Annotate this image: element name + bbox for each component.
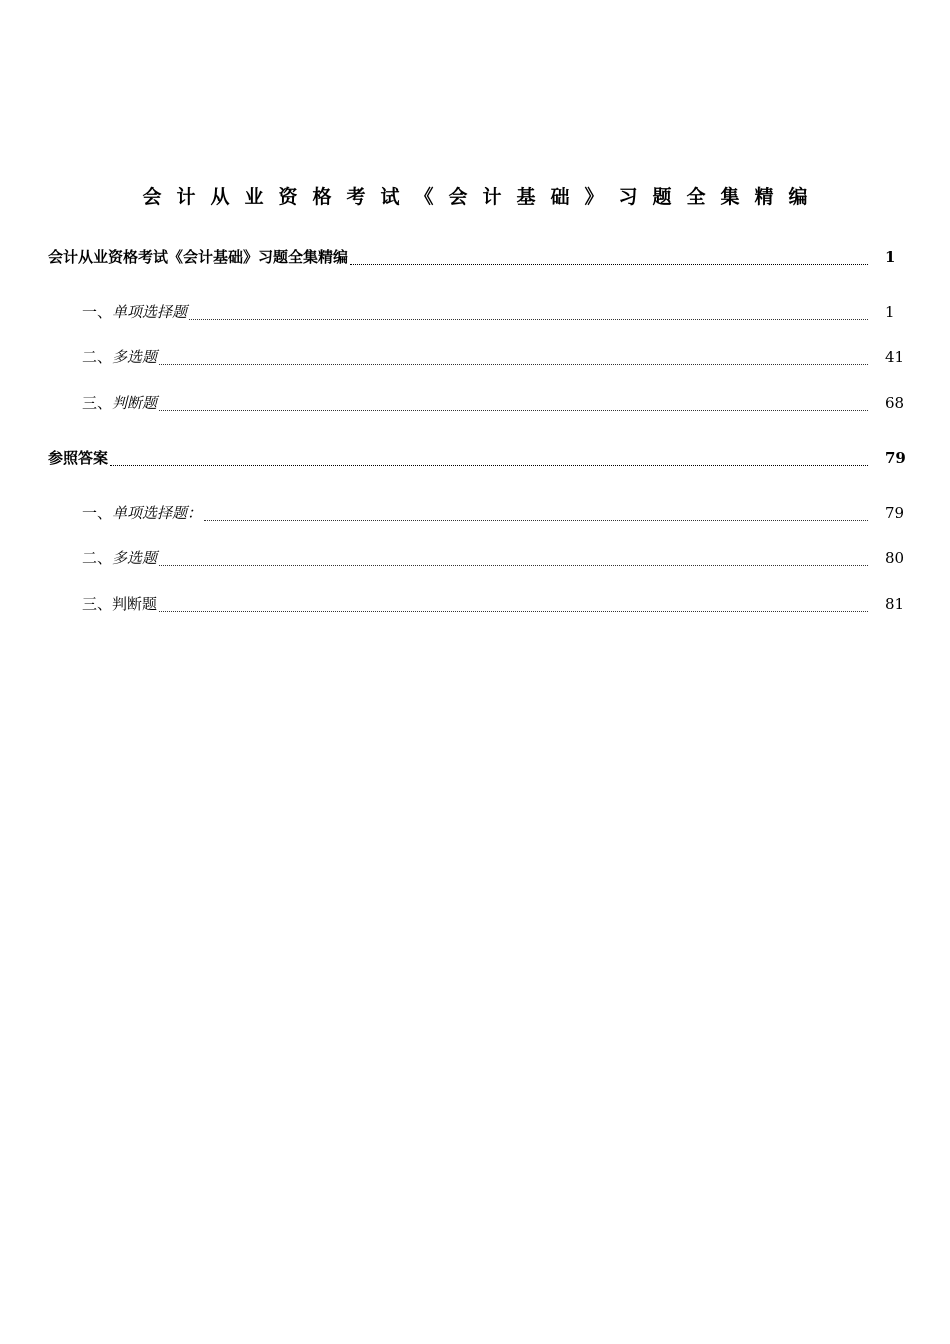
toc-entry-answers-true-false[interactable] xyxy=(82,592,870,616)
toc-entry-main-title[interactable] xyxy=(48,245,870,269)
toc-entry-prefix: 二、 xyxy=(82,348,113,366)
toc-dot-leader xyxy=(350,264,868,265)
toc-dot-leader xyxy=(159,611,868,612)
toc-page-number: 79 xyxy=(885,449,906,467)
toc-entry-prefix: 一、 xyxy=(82,504,113,522)
toc-dot-leader xyxy=(189,319,868,320)
toc-page-number: 1 xyxy=(885,248,896,266)
toc-entry-label: 单项选择题： xyxy=(112,504,203,522)
toc-page-number: 80 xyxy=(885,549,905,567)
toc-entry-label: 单项选择题 xyxy=(112,303,188,321)
toc-dot-leader xyxy=(159,410,868,411)
toc-entry-reference-answers[interactable] xyxy=(48,446,870,470)
toc-entry-single-choice[interactable] xyxy=(82,300,870,324)
toc-dot-leader xyxy=(159,565,868,566)
toc-entry-multiple-choice[interactable] xyxy=(82,345,870,369)
toc-page-number: 81 xyxy=(885,595,905,613)
toc-entry-answers-multiple-choice[interactable] xyxy=(82,546,870,570)
toc-page-number: 1 xyxy=(885,303,895,321)
toc-page-number: 41 xyxy=(885,348,905,366)
toc-entry-prefix: 一、 xyxy=(82,303,113,321)
toc-page-number: 68 xyxy=(885,394,905,412)
toc-entry-true-false[interactable] xyxy=(82,391,870,415)
toc-entry-label: 多选题 xyxy=(112,549,158,567)
toc-entry-answers-single-choice[interactable] xyxy=(82,501,870,525)
toc-entry-label: 会计从业资格考试《会计基础》习题全集精编 xyxy=(48,248,349,266)
toc-entry-label: 多选题 xyxy=(112,348,158,366)
toc-entry-label: 判断题 xyxy=(112,595,158,613)
toc-entry-prefix: 二、 xyxy=(82,549,113,567)
toc-dot-leader xyxy=(204,520,868,521)
toc-entry-prefix: 三、 xyxy=(82,595,113,613)
toc-dot-leader xyxy=(110,465,868,466)
toc-dot-leader xyxy=(159,364,868,365)
toc-entry-label: 参照答案 xyxy=(48,449,109,467)
page-title: 会计从业资格考试《会计基础》习题全集精编 xyxy=(142,186,823,208)
toc-entry-label: 判断题 xyxy=(112,394,158,412)
toc-entry-prefix: 三、 xyxy=(82,394,113,412)
toc-page-number: 79 xyxy=(885,504,905,522)
